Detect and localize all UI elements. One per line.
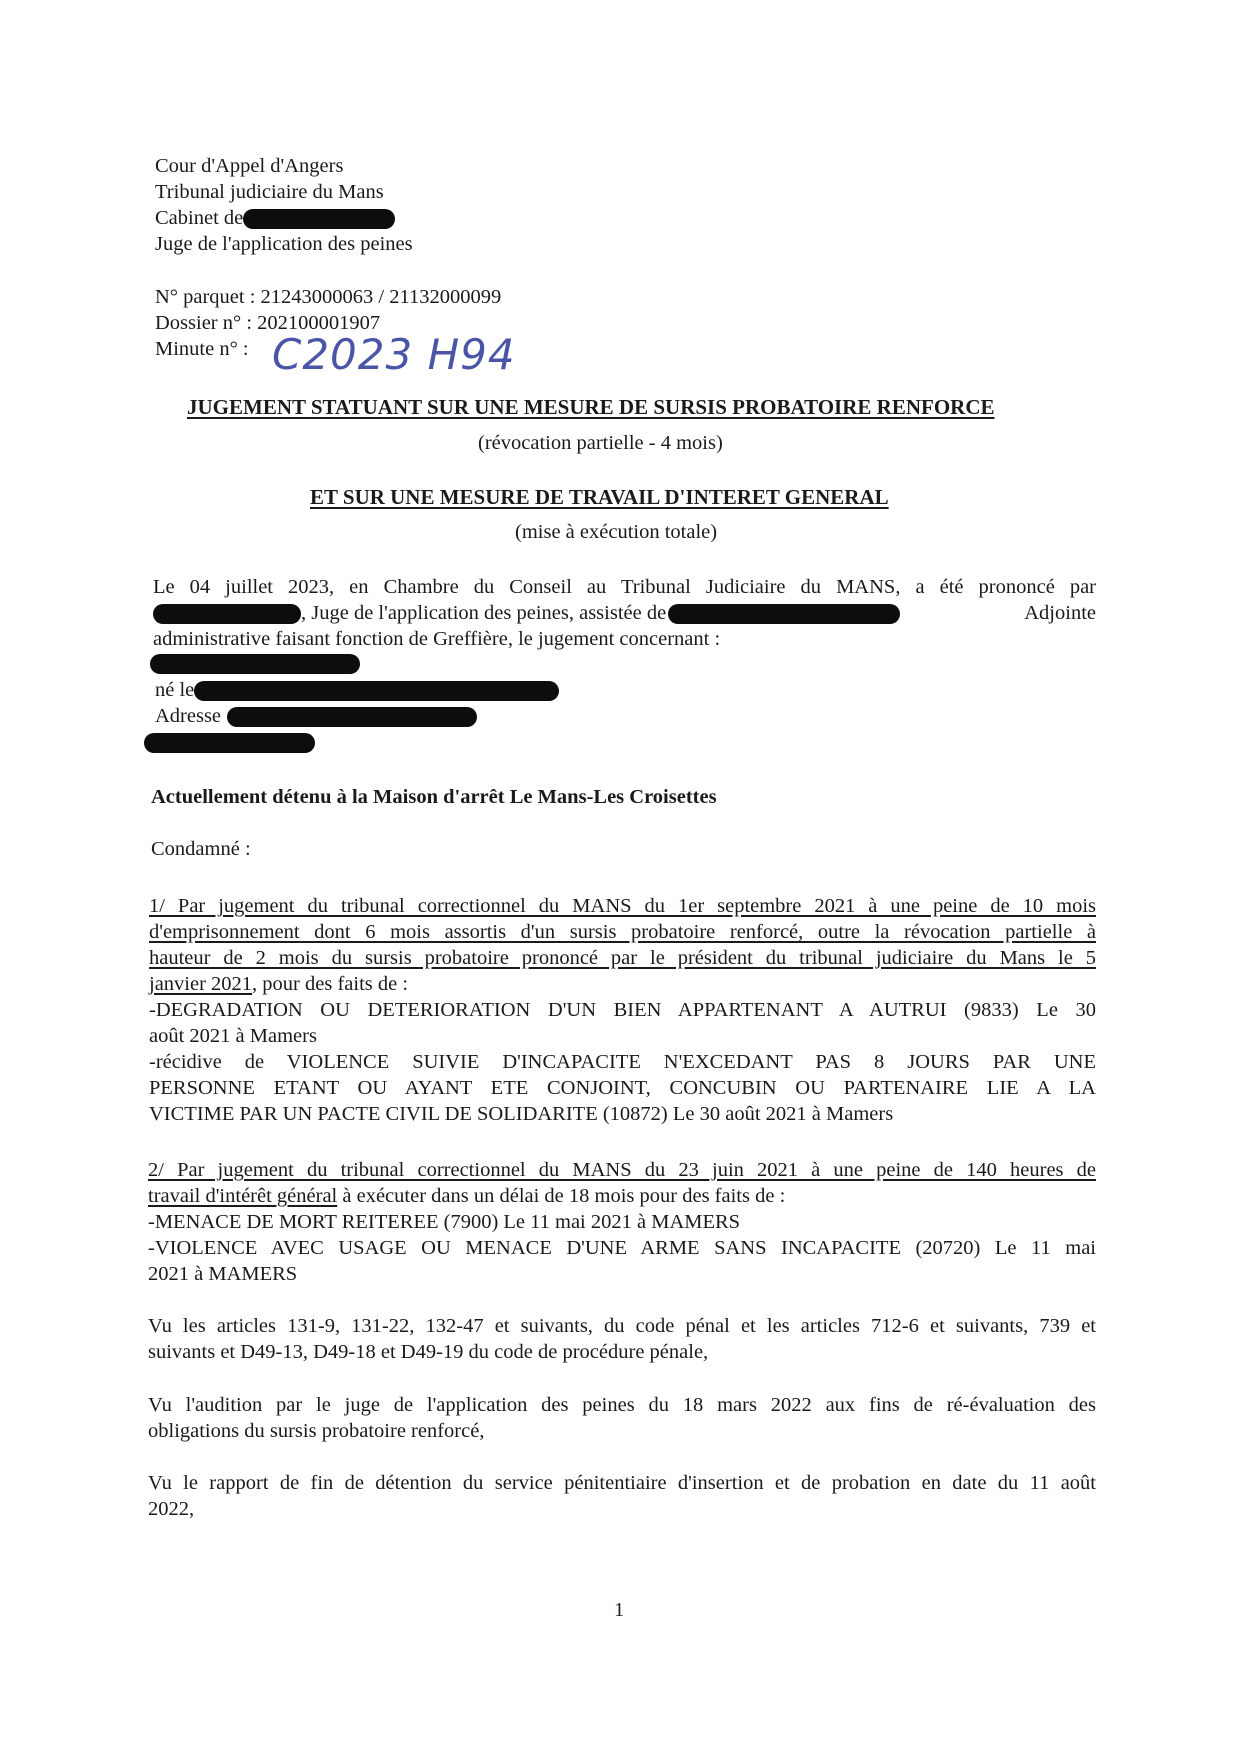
legal-basis-line-2: suivants et D49-13, D49-18 et D49-19 du code de procédure pénale, bbox=[148, 1341, 709, 1363]
minute-handwritten-number: C2023 H94 bbox=[272, 330, 516, 379]
conviction-1-line-2: d'emprisonnement dont 6 mois assortis d'un sursis probatoire renforcé, outre la révocation partielle à bbox=[149, 921, 1096, 943]
redaction-bar bbox=[153, 604, 301, 624]
conviction-1-line-4: janvier 2021, pour des faits de : bbox=[149, 973, 409, 995]
court-name: Cour d'Appel d'Angers bbox=[155, 155, 344, 177]
address-line: Adresse bbox=[155, 703, 477, 729]
condamne-label: Condamné : bbox=[151, 838, 251, 860]
judgment-subtitle: (révocation partielle - 4 mois) bbox=[478, 432, 723, 454]
offence-3-line: -MENACE DE MORT REITEREE (7900) Le 11 mai 2021 à MAMERS bbox=[148, 1211, 741, 1233]
offence-1-line-1: -DEGRADATION OU DETERIORATION D'UN BIEN APPARTENANT A AUTRUI (9833) Le 30 bbox=[149, 999, 1096, 1021]
redaction-bar bbox=[668, 604, 900, 624]
hearing-line-1: Vu l'audition par le juge de l'application des peines du 18 mars 2022 aux fins de ré-évaluation des bbox=[148, 1394, 1096, 1416]
report-line-1: Vu le rapport de fin de détention du service pénitentiaire d'insertion et de probation en date du 11 août bbox=[148, 1472, 1096, 1494]
page-number: 1 bbox=[614, 1599, 625, 1621]
judgment-title-2: ET SUR UNE MESURE DE TRAVAIL D'INTERET GENERAL bbox=[310, 485, 889, 509]
offence-1-line-2: août 2021 à Mamers bbox=[149, 1025, 317, 1047]
dossier-number: Dossier n° : 202100001907 bbox=[155, 312, 381, 334]
judgment-subtitle-2: (mise à exécution totale) bbox=[515, 521, 718, 543]
parquet-number: N° parquet : 21243000063 / 21132000099 bbox=[155, 286, 502, 308]
detention-status: Actuellement détenu à la Maison d'arrêt Le Mans-Les Croisettes bbox=[151, 786, 717, 808]
redaction-bar bbox=[243, 209, 395, 229]
conviction-2-line-2: travail d'intérêt général à exécuter dans un délai de 18 mois pour des faits de : bbox=[148, 1185, 786, 1207]
cabinet-label: Cabinet de bbox=[155, 207, 244, 229]
minute-label: Minute n° : bbox=[155, 338, 249, 360]
conviction-1-line-1: 1/ Par jugement du tribunal correctionnel du MANS du 1er septembre 2021 à une peine de 10 mois bbox=[149, 895, 1096, 917]
offence-2-line-3: VICTIME PAR UN PACTE CIVIL DE SOLIDARITE (10872) Le 30 août 2021 à Mamers bbox=[149, 1103, 894, 1125]
report-line-2: 2022, bbox=[148, 1498, 195, 1520]
intro-line-3: administrative faisant fonction de Greffière, le jugement concernant : bbox=[153, 628, 721, 650]
intro-adjointe: Adjointe bbox=[1024, 602, 1096, 624]
conviction-1-line-3: hauteur de 2 mois du sursis probatoire prononcé par le président du tribunal judiciaire du Mans le 5 bbox=[149, 947, 1096, 969]
intro-line-2: , Juge de l'application des peines, assistée de Adjointe bbox=[153, 600, 1096, 626]
birth-line: né le bbox=[155, 677, 559, 703]
offence-2-line-1: -récidive de VIOLENCE SUIVIE D'INCAPACITE N'EXCEDANT PAS 8 JOURS PAR UNE bbox=[149, 1051, 1096, 1073]
cabinet-line bbox=[155, 205, 395, 231]
legal-basis-line-1: Vu les articles 131-9, 131-22, 132-47 et suivants, du code pénal et les articles 712-6 et suivants, 739 et bbox=[148, 1315, 1096, 1337]
tribunal-name: Tribunal judiciaire du Mans bbox=[155, 181, 384, 203]
judge-title: Juge de l'application des peines bbox=[155, 233, 413, 255]
conviction-2-line-1: 2/ Par jugement du tribunal correctionnel du MANS du 23 juin 2021 à une peine de 140 heures de bbox=[148, 1159, 1096, 1181]
offence-2-line-2: PERSONNE ETANT OU AYANT ETE CONJOINT, CONCUBIN OU PARTENAIRE LIE A LA bbox=[149, 1077, 1096, 1099]
hearing-line-2: obligations du sursis probatoire renforcé, bbox=[148, 1420, 485, 1442]
offence-4-line-2: 2021 à MAMERS bbox=[148, 1263, 298, 1285]
redaction-bar bbox=[227, 707, 477, 727]
redaction-bar bbox=[194, 681, 559, 701]
judgment-title: JUGEMENT STATUANT SUR UNE MESURE DE SURSIS PROBATOIRE RENFORCE bbox=[187, 395, 995, 419]
offence-4-line-1: -VIOLENCE AVEC USAGE OU MENACE D'UNE ARME SANS INCAPACITE (20720) Le 11 mai bbox=[148, 1237, 1096, 1259]
redaction-bar bbox=[150, 654, 360, 674]
redaction-bar bbox=[144, 733, 315, 753]
intro-line-1: Le 04 juillet 2023, en Chambre du Conseil au Tribunal Judiciaire du MANS, a été prononcé par bbox=[153, 576, 1096, 598]
